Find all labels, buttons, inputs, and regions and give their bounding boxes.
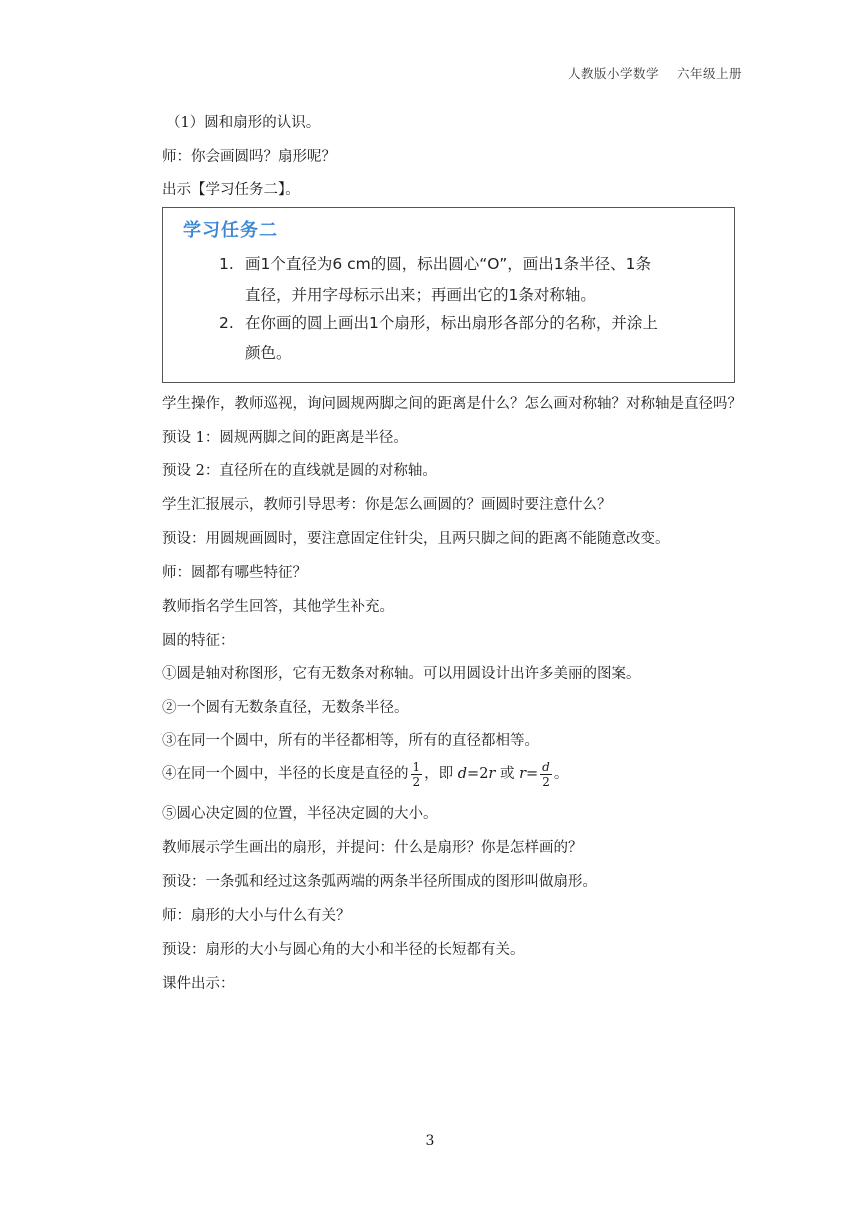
list-item: ②一个圆有无数条直径，无数条半径。: [162, 700, 409, 716]
paragraph: 预设：一条弧和经过这条弧两端的两条半径所围成的图形叫做扇形。: [162, 874, 597, 890]
task-item-2-line-2: 颜色。: [245, 344, 292, 362]
task-item-2-text: 在你画的圆上画出1个扇形，标出扇形各部分的名称，并涂上: [245, 314, 658, 332]
paragraph: 师：你会画圆吗？扇形呢？: [162, 149, 336, 165]
header-grade: 六年级上册: [676, 66, 742, 81]
task-item-1-number: 1.: [219, 255, 234, 273]
task-title: 学习任务二: [183, 220, 278, 241]
list-item: ③在同一个圆中，所有的半径都相等，所有的直径都相等。: [162, 733, 539, 749]
paragraph: 学生操作，教师巡视，询问圆规两脚之间的距离是什么？怎么画对称轴？对称轴是直径吗？: [162, 396, 742, 412]
paragraph: 学生汇报展示，教师引导思考：你是怎么画圆的？画圆时要注意什么？: [162, 497, 612, 513]
paragraph: 预设：用圆规画圆时，要注意固定住针尖，且两只脚之间的距离不能随意改变。: [162, 531, 670, 547]
page-header: [568, 64, 742, 82]
page-number: 3: [425, 1133, 435, 1149]
task-item-1-text: 画1个直径为6 cm的圆，标出圆心“O”，画出1条半径、1条: [245, 255, 651, 273]
formula-prefix: ④在同一个圆中，半径的长度是直径的: [162, 766, 409, 782]
task-box: [162, 207, 735, 383]
task-item-1-line-2: 直径，并用字母标示出来；再画出它的1条对称轴。: [245, 286, 596, 304]
paragraph: 师：扇形的大小与什么有关？: [162, 908, 351, 924]
list-item: ①圆是轴对称图形，它有无数条对称轴。可以用圆设计出许多美丽的图案。: [162, 666, 641, 682]
paragraph: 出示【学习任务二】。: [162, 182, 300, 198]
task-item-2-number: 2.: [219, 314, 234, 332]
task-item-2-line-1: [219, 313, 658, 333]
task-item-1-line-1: [219, 254, 651, 274]
paragraph: 教师指名学生回答，其他学生补充。: [162, 599, 394, 615]
paragraph: 课件出示：: [162, 976, 235, 992]
paragraph: 圆的特征：: [162, 633, 235, 649]
section-heading: （1）圆和扇形的认识。: [166, 115, 321, 131]
paragraph: 预设：扇形的大小与圆心角的大小和半径的长短都有关。: [162, 942, 525, 958]
fraction-one-half: $\frac{1}{2}$: [412, 759, 421, 789]
fraction-d-over-2: $\frac{d}{2}$: [542, 759, 550, 789]
paragraph: 教师展示学生画出的扇形，并提问：什么是扇形？你是怎样画的？: [162, 840, 583, 856]
list-item: ⑤圆心决定圆的位置，半径决定圆的大小。: [162, 806, 438, 822]
header-book: 人教版小学数学: [567, 66, 659, 81]
paragraph: 预设 2：直径所在的直线就是圆的对称轴。: [162, 463, 437, 479]
paragraph: 师：圆都有哪些特征？: [162, 565, 307, 581]
formula-line: ④在同一个圆中，半径的长度是直径的 $\frac{1}{2}$ ，即 d=2r 或 r= $\frac{d}{2}$ 。: [162, 759, 569, 789]
paragraph: 预设 1：圆规两脚之间的距离是半径。: [162, 430, 408, 446]
